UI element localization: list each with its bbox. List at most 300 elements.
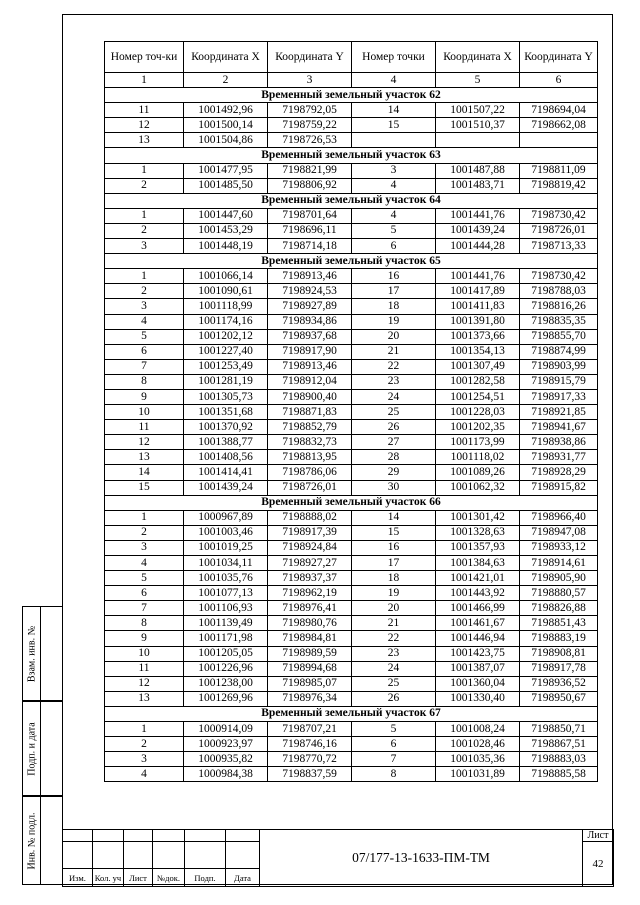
table-cell: 8	[352, 767, 436, 782]
table-cell: 1001439,24	[436, 223, 520, 238]
table-cell: 7198980,76	[268, 616, 352, 631]
column-number-cell: 1	[105, 73, 184, 88]
stamp-cell	[226, 842, 260, 869]
table-cell: 7198759,22	[268, 118, 352, 133]
table-cell: 13	[105, 691, 184, 706]
stamp-cell	[185, 842, 226, 869]
table-cell: 1001089,26	[436, 465, 520, 480]
table-cell: 1001411,83	[436, 299, 520, 314]
table-cell: 7198917,33	[520, 389, 598, 404]
table-cell: 1001448,19	[184, 239, 268, 254]
table-row	[105, 118, 598, 133]
table-cell: 1001466,99	[436, 601, 520, 616]
table-cell: 1001139,49	[184, 616, 268, 631]
table-cell: 7198927,27	[268, 556, 352, 571]
table-cell: 5	[352, 223, 436, 238]
column-number-row	[105, 73, 598, 88]
table-cell: 1001328,63	[436, 525, 520, 540]
table-cell: 7198694,04	[520, 103, 598, 118]
table-row	[105, 752, 598, 767]
table-cell: 1001387,07	[436, 661, 520, 676]
table-cell: 7198941,67	[520, 420, 598, 435]
stamp-cell	[124, 830, 153, 842]
table-cell: 19	[352, 586, 436, 601]
table-cell: 1001360,04	[436, 676, 520, 691]
table-cell: 1001226,96	[184, 661, 268, 676]
table-row	[105, 480, 598, 495]
table-cell: 7198837,59	[268, 767, 352, 782]
table-row	[105, 691, 598, 706]
table-cell: 1001254,51	[436, 389, 520, 404]
table-cell: 1001441,76	[436, 269, 520, 284]
section-title: Временный земельный участок 65	[105, 254, 598, 269]
table-row	[105, 450, 598, 465]
section-header-row	[105, 495, 598, 510]
table-cell: 1000984,38	[184, 767, 268, 782]
table-cell: 4	[105, 556, 184, 571]
table-cell: 7198915,82	[520, 480, 598, 495]
section-title: Временный земельный участок 64	[105, 193, 598, 208]
inv-podl-cell	[22, 796, 62, 885]
table-cell: 1001446,94	[436, 631, 520, 646]
vzam-inv-label: Взам. инв. №	[26, 625, 37, 682]
table-cell: 7198917,39	[268, 525, 352, 540]
table-cell: 3	[352, 163, 436, 178]
table-cell: 17	[352, 556, 436, 571]
table-cell: 4	[352, 178, 436, 193]
table-row	[105, 556, 598, 571]
column-number-cell: 5	[436, 73, 520, 88]
column-number-cell: 4	[352, 73, 436, 88]
table-cell: 1001447,60	[184, 208, 268, 223]
table-row	[105, 344, 598, 359]
table-cell: 1001510,37	[436, 118, 520, 133]
sheet-label: Лист	[583, 830, 614, 842]
table-cell: 1001090,61	[184, 284, 268, 299]
table-cell: 5	[105, 329, 184, 344]
table-cell: 1001173,99	[436, 435, 520, 450]
header-cell: Номер точ-ки	[105, 42, 184, 73]
podp-data-cell	[22, 701, 62, 796]
table-cell: 1001423,75	[436, 646, 520, 661]
stamp-cell	[63, 830, 93, 842]
table-cell: 1001417,89	[436, 284, 520, 299]
table-cell: 7198900,40	[268, 389, 352, 404]
table-row	[105, 616, 598, 631]
table-cell: 5	[105, 571, 184, 586]
table-cell: 1001373,66	[436, 329, 520, 344]
column-number-cell: 2	[184, 73, 268, 88]
table-cell: 2	[105, 525, 184, 540]
table-row	[105, 239, 598, 254]
stamp-cell	[153, 830, 185, 842]
stamp-podp: Подп.	[185, 869, 226, 887]
title-block	[62, 829, 613, 885]
table-cell: 7198816,26	[520, 299, 598, 314]
header-cell: Координата X	[436, 42, 520, 73]
table-cell: 7198989,59	[268, 646, 352, 661]
table-cell: 1001008,24	[436, 722, 520, 737]
table-cell: 1001035,76	[184, 571, 268, 586]
table-row	[105, 465, 598, 480]
table-cell: 7198888,02	[268, 510, 352, 525]
table-row	[105, 178, 598, 193]
table-cell: 7198851,43	[520, 616, 598, 631]
table-row	[105, 389, 598, 404]
table-cell: 1000967,89	[184, 510, 268, 525]
table-cell: 1001028,46	[436, 737, 520, 752]
table-row	[105, 103, 598, 118]
table-cell: 7198826,88	[520, 601, 598, 616]
table-cell: 7198871,83	[268, 405, 352, 420]
table-row	[105, 299, 598, 314]
table-row	[105, 737, 598, 752]
stamp-cell	[185, 830, 226, 842]
section-header-row	[105, 706, 598, 721]
table-cell: 3	[105, 299, 184, 314]
table-cell: 1001504,86	[184, 133, 268, 148]
section-title: Временный земельный участок 63	[105, 148, 598, 163]
table-cell: 1001077,13	[184, 586, 268, 601]
stamp-cell	[124, 842, 153, 869]
table-cell: 6	[352, 737, 436, 752]
table-cell: 7198874,99	[520, 344, 598, 359]
table-cell: 1001171,98	[184, 631, 268, 646]
table-cell: 7198950,67	[520, 691, 598, 706]
table-cell: 7198811,09	[520, 163, 598, 178]
table-cell: 18	[352, 571, 436, 586]
table-row	[105, 223, 598, 238]
table-cell: 7198786,06	[268, 465, 352, 480]
table-row	[105, 661, 598, 676]
table-cell: 1001019,25	[184, 540, 268, 555]
vzam-inv-cell	[22, 606, 62, 701]
table-cell: 1000923,97	[184, 737, 268, 752]
table-row	[105, 163, 598, 178]
table-cell: 7198905,90	[520, 571, 598, 586]
header-cell: Координата Y	[268, 42, 352, 73]
table-cell: 7198938,86	[520, 435, 598, 450]
table-cell: 12	[105, 435, 184, 450]
table-cell: 7198917,78	[520, 661, 598, 676]
table-cell: 1001228,03	[436, 405, 520, 420]
table-row	[105, 329, 598, 344]
table-cell: 18	[352, 299, 436, 314]
table-cell: 15	[352, 525, 436, 540]
table-cell: 5	[352, 722, 436, 737]
table-cell: 3	[105, 540, 184, 555]
table-cell: 7198746,16	[268, 737, 352, 752]
table-cell: 7198994,68	[268, 661, 352, 676]
table-cell: 21	[352, 616, 436, 631]
table-cell: 12	[105, 676, 184, 691]
table-cell: 1001202,12	[184, 329, 268, 344]
table-cell: 7	[352, 752, 436, 767]
table-cell: 7198947,08	[520, 525, 598, 540]
table-cell: 25	[352, 676, 436, 691]
table-cell: 7198921,85	[520, 405, 598, 420]
table-cell: 7198726,01	[268, 480, 352, 495]
table-cell: 1001031,89	[436, 767, 520, 782]
table-cell: 7198903,99	[520, 359, 598, 374]
table-row	[105, 676, 598, 691]
table-row	[105, 133, 598, 148]
table-cell: 6	[105, 586, 184, 601]
table-cell: 7198832,73	[268, 435, 352, 450]
sheet-number: 42	[583, 842, 614, 887]
table-row	[105, 525, 598, 540]
table-cell	[520, 133, 598, 148]
table-cell: 6	[352, 239, 436, 254]
table-cell: 26	[352, 420, 436, 435]
table-cell: 1001477,95	[184, 163, 268, 178]
table-cell: 1001003,46	[184, 525, 268, 540]
table-cell: 1001269,96	[184, 691, 268, 706]
table-cell: 1001461,67	[436, 616, 520, 631]
table-cell: 7198934,86	[268, 314, 352, 329]
stamp-cell	[93, 830, 124, 842]
table-cell: 7198885,58	[520, 767, 598, 782]
table-cell: 23	[352, 646, 436, 661]
table-cell: 1001253,49	[184, 359, 268, 374]
table-cell: 1001370,92	[184, 420, 268, 435]
table-cell: 7198880,57	[520, 586, 598, 601]
table-cell: 22	[352, 631, 436, 646]
table-cell: 7198707,21	[268, 722, 352, 737]
table-cell: 1001066,14	[184, 269, 268, 284]
table-cell: 1001357,93	[436, 540, 520, 555]
table-cell: 1001384,63	[436, 556, 520, 571]
table-cell: 7198792,05	[268, 103, 352, 118]
table-row	[105, 269, 598, 284]
table-cell: 2	[105, 178, 184, 193]
table-cell: 7198714,18	[268, 239, 352, 254]
table-row	[105, 767, 598, 782]
table-cell: 1001351,68	[184, 405, 268, 420]
section-title: Временный земельный участок 67	[105, 706, 598, 721]
table-cell: 1001202,35	[436, 420, 520, 435]
table-cell: 1001238,00	[184, 676, 268, 691]
table-cell: 17	[352, 284, 436, 299]
table-cell: 7198883,19	[520, 631, 598, 646]
table-cell: 1	[105, 208, 184, 223]
table-cell: 7198819,42	[520, 178, 598, 193]
table-cell: 1001444,28	[436, 239, 520, 254]
document-code: 07/177-13-1633-ПМ-ТМ	[260, 830, 583, 887]
table-cell: 1001118,99	[184, 299, 268, 314]
table-cell: 26	[352, 691, 436, 706]
table-cell: 1000914,09	[184, 722, 268, 737]
table-cell: 22	[352, 359, 436, 374]
table-cell: 10	[105, 405, 184, 420]
table-cell: 12	[105, 118, 184, 133]
approval-sidebar	[22, 606, 62, 885]
table-cell: 1001227,40	[184, 344, 268, 359]
table-cell: 7198867,51	[520, 737, 598, 752]
table-cell: 7198696,11	[268, 223, 352, 238]
table-cell: 1001062,32	[436, 480, 520, 495]
table-cell: 7198962,19	[268, 586, 352, 601]
table-cell: 1001174,16	[184, 314, 268, 329]
table-cell: 1001301,42	[436, 510, 520, 525]
table-cell: 7198937,37	[268, 571, 352, 586]
table-cell: 1001492,96	[184, 103, 268, 118]
table-row	[105, 601, 598, 616]
table-cell: 7198713,33	[520, 239, 598, 254]
table-cell: 7198730,42	[520, 269, 598, 284]
table-cell: 7198917,90	[268, 344, 352, 359]
table-cell: 9	[105, 631, 184, 646]
table-cell	[436, 133, 520, 148]
table-cell: 7198788,03	[520, 284, 598, 299]
table-cell: 13	[105, 450, 184, 465]
table-cell: 1001443,92	[436, 586, 520, 601]
table-cell: 9	[105, 389, 184, 404]
table-cell: 1001483,71	[436, 178, 520, 193]
table-cell: 1001354,13	[436, 344, 520, 359]
podp-data-label: Подп. и дата	[26, 721, 37, 776]
table-cell: 7198976,41	[268, 601, 352, 616]
table-cell: 8	[105, 616, 184, 631]
table-cell: 19	[352, 314, 436, 329]
table-cell: 28	[352, 450, 436, 465]
table-cell: 7	[105, 359, 184, 374]
table-cell: 1001388,77	[184, 435, 268, 450]
header-cell: Координата X	[184, 42, 268, 73]
table-cell: 3	[105, 752, 184, 767]
coordinates-table	[104, 41, 598, 782]
table-cell: 1001414,41	[184, 465, 268, 480]
table-cell: 7198821,99	[268, 163, 352, 178]
column-number-cell: 3	[268, 73, 352, 88]
table-cell: 7198835,35	[520, 314, 598, 329]
column-number-cell: 6	[520, 73, 598, 88]
table-cell: 8	[105, 374, 184, 389]
table-cell: 1001034,11	[184, 556, 268, 571]
table-cell: 7198813,95	[268, 450, 352, 465]
table-cell: 20	[352, 329, 436, 344]
section-header-row	[105, 148, 598, 163]
stamp-kol-uch: Кол. уч	[93, 869, 124, 887]
table-cell: 7198927,89	[268, 299, 352, 314]
table-cell: 7198855,70	[520, 329, 598, 344]
table-row	[105, 208, 598, 223]
table-row	[105, 571, 598, 586]
table-cell: 3	[105, 239, 184, 254]
table-cell: 1001281,19	[184, 374, 268, 389]
table-cell: 7198928,29	[520, 465, 598, 480]
table-row	[105, 314, 598, 329]
table-cell: 1001391,80	[436, 314, 520, 329]
table-cell: 7198883,03	[520, 752, 598, 767]
header-cell: Координата Y	[520, 42, 598, 73]
header-cell: Номер точки	[352, 42, 436, 73]
table-cell: 2	[105, 284, 184, 299]
table-cell: 1001330,40	[436, 691, 520, 706]
table-row	[105, 359, 598, 374]
table-cell: 25	[352, 405, 436, 420]
stamp-cell	[153, 842, 185, 869]
table-cell: 7198806,92	[268, 178, 352, 193]
table-cell: 10	[105, 646, 184, 661]
table-cell: 7198770,72	[268, 752, 352, 767]
table-cell: 7198730,42	[520, 208, 598, 223]
table-cell: 14	[352, 103, 436, 118]
table-cell: 7198933,12	[520, 540, 598, 555]
table-cell: 7198726,01	[520, 223, 598, 238]
inv-podl-label: Инв. № подл.	[26, 812, 37, 869]
table-cell: 7198976,34	[268, 691, 352, 706]
table-cell: 1	[105, 163, 184, 178]
table-cell: 7198913,46	[268, 359, 352, 374]
table-cell: 11	[105, 420, 184, 435]
table-cell: 27	[352, 435, 436, 450]
table-cell: 21	[352, 344, 436, 359]
table-cell: 7198726,53	[268, 133, 352, 148]
table-cell: 7	[105, 601, 184, 616]
table-cell: 14	[105, 465, 184, 480]
section-header-row	[105, 254, 598, 269]
table-cell: 6	[105, 344, 184, 359]
table-cell: 30	[352, 480, 436, 495]
table-cell: 7198913,46	[268, 269, 352, 284]
stamp-cell	[226, 830, 260, 842]
table-cell: 29	[352, 465, 436, 480]
table-cell: 7198852,79	[268, 420, 352, 435]
stamp-cell	[63, 842, 93, 869]
table-cell: 1001282,58	[436, 374, 520, 389]
table-cell: 1001408,56	[184, 450, 268, 465]
table-cell: 15	[105, 480, 184, 495]
section-title: Временный земельный участок 66	[105, 495, 598, 510]
table-cell: 24	[352, 389, 436, 404]
stamp-ndok: №док.	[153, 869, 185, 887]
table-row	[105, 374, 598, 389]
table-row	[105, 510, 598, 525]
table-cell: 7198931,77	[520, 450, 598, 465]
table-cell: 16	[352, 540, 436, 555]
table-cell: 4	[352, 208, 436, 223]
section-title: Временный земельный участок 62	[105, 88, 598, 103]
table-cell: 7198908,81	[520, 646, 598, 661]
table-cell: 1001118,02	[436, 450, 520, 465]
table-cell: 7198966,40	[520, 510, 598, 525]
table-cell: 7198915,79	[520, 374, 598, 389]
stamp-izm: Изм.	[63, 869, 93, 887]
table-cell: 4	[105, 314, 184, 329]
table-row	[105, 646, 598, 661]
table-cell: 7198937,68	[268, 329, 352, 344]
table-cell: 7198924,84	[268, 540, 352, 555]
table-cell: 7198985,07	[268, 676, 352, 691]
table-cell: 1	[105, 269, 184, 284]
table-cell: 7198912,04	[268, 374, 352, 389]
table-row	[105, 420, 598, 435]
table-cell: 24	[352, 661, 436, 676]
table-cell: 1001487,88	[436, 163, 520, 178]
table-row	[105, 631, 598, 646]
table-cell: 23	[352, 374, 436, 389]
table-cell: 1001307,49	[436, 359, 520, 374]
section-header-row	[105, 193, 598, 208]
table-row	[105, 405, 598, 420]
table-cell: 1	[105, 510, 184, 525]
table-cell: 16	[352, 269, 436, 284]
table-cell: 1001453,29	[184, 223, 268, 238]
table-cell: 1001035,36	[436, 752, 520, 767]
table-cell: 7198936,52	[520, 676, 598, 691]
table-cell: 2	[105, 737, 184, 752]
